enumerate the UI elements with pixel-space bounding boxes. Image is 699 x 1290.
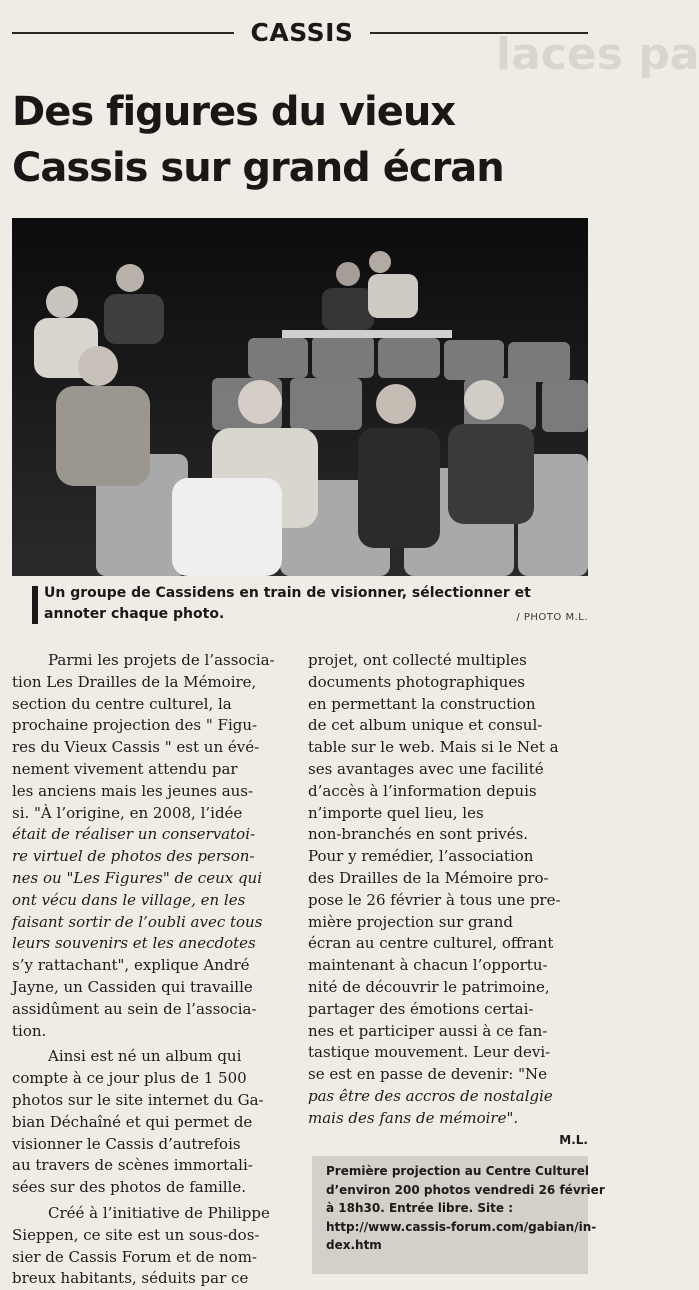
- text-line: partager des émotions certai-: [308, 999, 534, 1018]
- text-line: si. "À l’origine, en 2008, l’idée: [12, 803, 243, 822]
- text-line: photos sur le site internet du Ga-: [12, 1090, 264, 1109]
- text-line: ses avantages avec une facilité: [308, 759, 544, 778]
- text-line: mais des fans de mémoire".: [308, 1108, 519, 1127]
- headline: [12, 84, 592, 196]
- article-column-right: [308, 650, 590, 1130]
- text-line: breux habitants, séduits par ce: [12, 1269, 249, 1288]
- paragraph-2: [12, 1046, 294, 1199]
- article-photo: [12, 218, 588, 576]
- text-line: de cet album unique et consul-: [308, 716, 543, 735]
- text-line: pas être des accros de nostalgie: [308, 1086, 553, 1105]
- text-line: Ainsi est né un album qui: [48, 1047, 242, 1066]
- headline-line-1: Des figures du vieux: [12, 89, 456, 135]
- text-line: Pour y remédier, l’association: [308, 847, 534, 866]
- text-line: bian Déchaîné et qui permet de: [12, 1112, 253, 1131]
- text-line: s’y rattachant", explique André: [12, 956, 250, 975]
- text-line: Jayne, un Cassiden qui travaille: [12, 977, 253, 996]
- text-line: Sieppen, ce site est un sous-dos-: [12, 1225, 260, 1244]
- headline-line-2: Cassis sur grand écran: [12, 145, 504, 191]
- paragraph-1: [12, 650, 294, 1042]
- text-line: nes ou "Les Figures" de ceux qui: [12, 868, 263, 887]
- caption-line: Un groupe de Cassidens en train de visionner, sélectionner et: [44, 585, 531, 601]
- audience-photo-illustration: [12, 218, 588, 576]
- text-line: faisant sortir de l’oubli avec tous: [12, 912, 263, 931]
- text-line: n’importe quel lieu, les: [308, 803, 484, 822]
- info-line: à 18h30. Entrée libre. Site :: [326, 1201, 514, 1215]
- text-line: Parmi les projets de l’associa-: [48, 651, 275, 669]
- text-line: table sur le web. Mais si le Net a: [308, 738, 559, 757]
- text-line: sées sur des photos de famille.: [12, 1178, 246, 1197]
- section-tag: CASSIS: [250, 18, 354, 47]
- photo-credit: / PHOTO M.L.: [516, 612, 588, 623]
- text-line: nement vivement attendu par: [12, 759, 238, 778]
- text-line: pose le 26 février à tous une pre-: [308, 890, 561, 909]
- paragraph-3: [12, 1203, 294, 1290]
- text-line: tion Les Drailles de la Mémoire,: [12, 672, 257, 691]
- text-line: ont vécu dans le village, en les: [12, 890, 246, 909]
- text-line: res du Vieux Cassis " est un évé-: [12, 738, 260, 757]
- header-rule-left: [12, 32, 234, 34]
- caption-bar: [32, 586, 38, 624]
- text-line: tion.: [12, 1021, 47, 1040]
- text-line: écran au centre culturel, offrant: [308, 934, 554, 953]
- text-line: mière projection sur grand: [308, 912, 514, 931]
- info-line: d’environ 200 photos vendredi 26 février: [326, 1182, 605, 1197]
- text-line: se est en passe de devenir: "Ne: [308, 1065, 548, 1084]
- text-line: leurs souvenirs et les anecdotes: [12, 934, 256, 953]
- text-line: re virtuel de photos des person-: [12, 847, 255, 866]
- text-line: sier de Cassis Forum et de nom-: [12, 1247, 257, 1266]
- text-line: section du centre culturel, la: [12, 694, 232, 713]
- caption-line: annoter chaque photo.: [44, 606, 225, 622]
- info-url-line: http://www.cassis-forum.com/gabian/in-: [326, 1219, 597, 1234]
- author-signature: M.L.: [559, 1133, 588, 1147]
- article-column-left: [12, 650, 294, 1290]
- text-line: les anciens mais les jeunes aus-: [12, 781, 254, 800]
- text-line: était de réaliser un conservatoi-: [12, 825, 256, 844]
- info-line: Première projection au Centre Culturel: [326, 1164, 589, 1178]
- text-line: en permettant la construction: [308, 694, 536, 713]
- text-line: nes et participer aussi à ce fan-: [308, 1021, 548, 1040]
- text-line: au travers de scènes immortali-: [12, 1156, 253, 1175]
- event-info-box: [312, 1156, 605, 1274]
- text-line: non-branchés en sont privés.: [308, 825, 529, 844]
- text-line: nité de découvrir le patrimoine,: [308, 977, 550, 996]
- text-line: Créé à l’initiative de Philippe: [48, 1203, 270, 1222]
- photo-caption: [44, 583, 544, 625]
- text-line: assidûment au sein de l’associa-: [12, 999, 257, 1018]
- text-line: prochaine projection des " Figu-: [12, 716, 258, 735]
- text-line: des Drailles de la Mémoire pro-: [308, 868, 549, 887]
- text-line: d’accès à l’information depuis: [308, 781, 537, 800]
- info-url-line: dex.htm: [326, 1238, 382, 1252]
- text-line: maintenant à chacun l’opportu-: [308, 956, 548, 975]
- bleed-through-text: laces pa: [496, 29, 699, 80]
- text-line: tastique mouvement. Leur devi-: [308, 1043, 551, 1062]
- text-line: documents photographiques: [308, 672, 525, 691]
- text-line: visionner le Cassis d’autrefois: [12, 1134, 241, 1153]
- text-line: compte à ce jour plus de 1 500: [12, 1069, 247, 1088]
- text-line: projet, ont collecté multiples: [308, 651, 527, 669]
